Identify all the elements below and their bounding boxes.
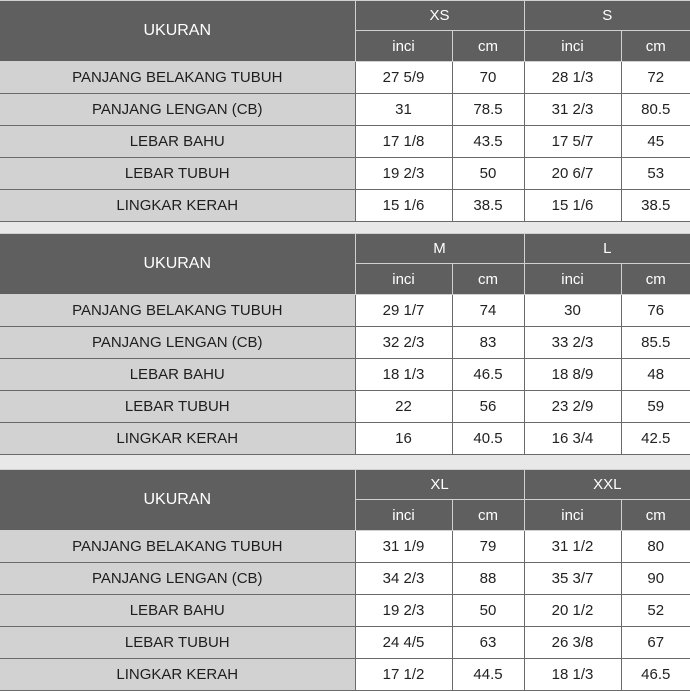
value-cell: 46.5 (452, 359, 524, 391)
value-cell: 27 5/9 (355, 62, 452, 94)
value-cell: 30 (524, 295, 621, 327)
unit-cm-header: cm (452, 264, 524, 295)
table-row (0, 94, 690, 126)
table-row (0, 190, 690, 222)
row-label-lingkar-kerah: LINGKAR KERAH (0, 423, 355, 455)
unit-inch-header: inci (524, 31, 621, 62)
value-cell: 31 (355, 94, 452, 126)
table-row (0, 327, 690, 359)
table-row (0, 126, 690, 158)
row-label-lingkar-kerah: LINGKAR KERAH (0, 190, 355, 222)
ukuran-header: UKURAN (0, 470, 355, 531)
size-header-xxl: XXL (524, 470, 690, 500)
value-cell: 38.5 (621, 190, 690, 222)
value-cell: 22 (355, 391, 452, 423)
value-cell: 46.5 (621, 659, 690, 691)
row-label-panjang-lengan: PANJANG LENGAN (CB) (0, 327, 355, 359)
value-cell: 72 (621, 62, 690, 94)
row-label-lebar-tubuh: LEBAR TUBUH (0, 158, 355, 190)
value-cell: 78.5 (452, 94, 524, 126)
value-cell: 18 1/3 (355, 359, 452, 391)
size-table-xl-xxl (0, 469, 690, 691)
table-row (0, 563, 690, 595)
value-cell: 19 2/3 (355, 158, 452, 190)
value-cell: 76 (621, 295, 690, 327)
table-row (0, 158, 690, 190)
table-row (0, 295, 690, 327)
value-cell: 43.5 (452, 126, 524, 158)
row-label-panjang-belakang-tubuh: PANJANG BELAKANG TUBUH (0, 295, 355, 327)
value-cell: 34 2/3 (355, 563, 452, 595)
unit-cm-header: cm (452, 31, 524, 62)
value-cell: 80.5 (621, 94, 690, 126)
value-cell: 32 2/3 (355, 327, 452, 359)
row-label-lebar-tubuh: LEBAR TUBUH (0, 627, 355, 659)
value-cell: 18 1/3 (524, 659, 621, 691)
row-label-panjang-lengan: PANJANG LENGAN (CB) (0, 94, 355, 126)
value-cell: 15 1/6 (355, 190, 452, 222)
value-cell: 17 1/8 (355, 126, 452, 158)
unit-cm-header: cm (621, 31, 690, 62)
size-header-row (0, 470, 690, 500)
value-cell: 35 3/7 (524, 563, 621, 595)
table-row (0, 423, 690, 455)
unit-inch-header: inci (524, 500, 621, 531)
value-cell: 24 4/5 (355, 627, 452, 659)
value-cell: 88 (452, 563, 524, 595)
value-cell: 79 (452, 531, 524, 563)
row-label-lingkar-kerah: LINGKAR KERAH (0, 659, 355, 691)
value-cell: 42.5 (621, 423, 690, 455)
value-cell: 48 (621, 359, 690, 391)
size-table-xs-s (0, 0, 690, 222)
value-cell: 45 (621, 126, 690, 158)
value-cell: 31 1/2 (524, 531, 621, 563)
size-header-l: L (524, 234, 690, 264)
value-cell: 40.5 (452, 423, 524, 455)
size-header-row (0, 234, 690, 264)
ukuran-header: UKURAN (0, 1, 355, 62)
unit-inch-header: inci (355, 31, 452, 62)
value-cell: 50 (452, 595, 524, 627)
unit-inch-header: inci (524, 264, 621, 295)
value-cell: 29 1/7 (355, 295, 452, 327)
value-cell: 50 (452, 158, 524, 190)
value-cell: 20 1/2 (524, 595, 621, 627)
table-row (0, 391, 690, 423)
row-label-panjang-lengan: PANJANG LENGAN (CB) (0, 563, 355, 595)
unit-inch-header: inci (355, 500, 452, 531)
size-header-s: S (524, 1, 690, 31)
unit-inch-header: inci (355, 264, 452, 295)
value-cell: 28 1/3 (524, 62, 621, 94)
value-cell: 19 2/3 (355, 595, 452, 627)
table-row (0, 62, 690, 94)
size-header-xl: XL (355, 470, 524, 500)
row-label-lebar-tubuh: LEBAR TUBUH (0, 391, 355, 423)
table-row (0, 627, 690, 659)
value-cell: 17 1/2 (355, 659, 452, 691)
unit-cm-header: cm (452, 500, 524, 531)
value-cell: 63 (452, 627, 524, 659)
size-header-row (0, 1, 690, 31)
ukuran-header: UKURAN (0, 234, 355, 295)
value-cell: 31 2/3 (524, 94, 621, 126)
value-cell: 16 3/4 (524, 423, 621, 455)
unit-cm-header: cm (621, 500, 690, 531)
row-label-panjang-belakang-tubuh: PANJANG BELAKANG TUBUH (0, 531, 355, 563)
value-cell: 52 (621, 595, 690, 627)
value-cell: 59 (621, 391, 690, 423)
row-label-lebar-bahu: LEBAR BAHU (0, 126, 355, 158)
value-cell: 16 (355, 423, 452, 455)
value-cell: 83 (452, 327, 524, 359)
value-cell: 67 (621, 627, 690, 659)
table-row (0, 595, 690, 627)
value-cell: 74 (452, 295, 524, 327)
value-cell: 31 1/9 (355, 531, 452, 563)
size-table-m-l (0, 233, 690, 455)
value-cell: 20 6/7 (524, 158, 621, 190)
value-cell: 90 (621, 563, 690, 595)
value-cell: 15 1/6 (524, 190, 621, 222)
value-cell: 56 (452, 391, 524, 423)
value-cell: 38.5 (452, 190, 524, 222)
table-row (0, 659, 690, 691)
row-label-panjang-belakang-tubuh: PANJANG BELAKANG TUBUH (0, 62, 355, 94)
size-header-m: M (355, 234, 524, 264)
value-cell: 17 5/7 (524, 126, 621, 158)
value-cell: 26 3/8 (524, 627, 621, 659)
value-cell: 33 2/3 (524, 327, 621, 359)
table-row (0, 359, 690, 391)
value-cell: 18 8/9 (524, 359, 621, 391)
value-cell: 80 (621, 531, 690, 563)
table-row (0, 531, 690, 563)
row-label-lebar-bahu: LEBAR BAHU (0, 359, 355, 391)
value-cell: 53 (621, 158, 690, 190)
value-cell: 44.5 (452, 659, 524, 691)
value-cell: 70 (452, 62, 524, 94)
value-cell: 85.5 (621, 327, 690, 359)
row-label-lebar-bahu: LEBAR BAHU (0, 595, 355, 627)
size-header-xs: XS (355, 1, 524, 31)
value-cell: 23 2/9 (524, 391, 621, 423)
unit-cm-header: cm (621, 264, 690, 295)
